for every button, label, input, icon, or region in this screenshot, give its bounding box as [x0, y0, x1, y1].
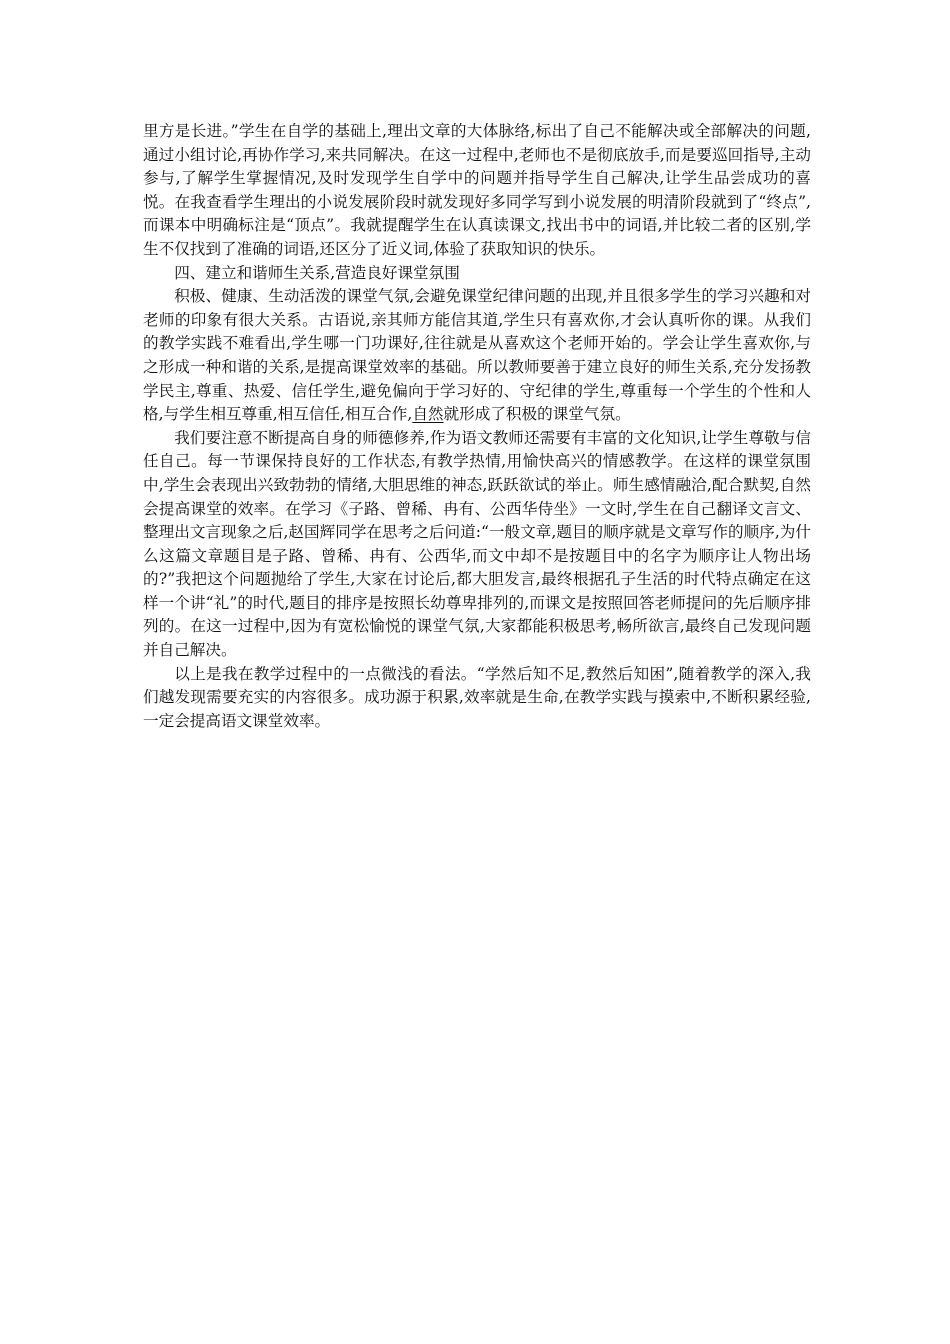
paragraph-teacher-student-relationship: [143, 285, 811, 427]
paragraph-classroom-atmosphere: 我们要注意不断提高自身的师德修养,作为语文教师还需要有丰富的文化知识,让学生尊敬与信任自己。每一节课保持良好的工作状态,有教学热情,用愉快高兴的情感教学。在这样的课堂氛围中,学生会表现出兴致勃勃的情绪,大胆思维的神态,跃跃欲试的举止。师生感情融洽,配合默契,自然会提高课堂的效率。在学习《子路、曾稀、冉有、公西华侍坐》一文时,学生在自己翻译文言文、整理出文言现象之后,赵国辉同学在思考之后问道:“一般文章,题目的顺序就是文章写作的顺序,为什么这篇文章题目是子路、曾稀、冉有、公西华,而文中却不是按题目中的名字为顺序让人物出场的?”我把这个问题抛给了学生,大家在讨论后,都大胆发言,最终根据孔子生活的时代特点确定在这样一个讲“礼”的时代,题目的排序是按照长幼尊卑排列的,而课文是按照回答老师提问的先后顺序排列的。在这一过程中,因为有宽松愉悦的课堂气氛,大家都能积极思考,畅所欲言,最终自己发现问题并自己解决。: [143, 428, 811, 660]
paragraph-text-before: 积极、健康、生动活泼的课堂气氛,会避免课堂纪律问题的出现,并且很多学生的学习兴趣和对老师的印象有很大关系。古语说,亲其师方能信其道,学生只有喜欢你,才会认真听你的课。从我们的教学实践不难看出,学生哪一门功课好,往往就是从喜欢这个老师开始的。学会让学生喜欢你,与之形成一种和谐的关系,是提高课堂效率的基础。所以教师要善于建立良好的师生关系,充分发扬教学民主,尊重、热爱、信任学生,避免偏向于学习好的、守纪律的学生,尊重每一个学生的个性和人格,与学生相互尊重,相互信任,相互合作,: [143, 287, 811, 424]
underlined-word: 自然: [412, 405, 444, 424]
document-page: [143, 120, 811, 733]
paragraph-continuation: 里方是长进。”学生在自学的基础上,理出文章的大体脉络,标出了自己不能解决或全部解决的问题,通过小组讨论,再协作学习,来共同解决。在这一过程中,老师也不是彻底放手,而是要巡回指导,主动参与,了解学生掌握情况,及时发现学生自学中的问题并指导学生自己解决,让学生品尝成功的喜悦。在我查看学生理出的小说发展阶段时就发现好多同学写到小说发展的明清阶段就到了“终点”,而课本中明确标注是“顶点”。我就提醒学生在认真读课文,找出书中的词语,并比较二者的区别,学生不仅找到了准确的词语,还区分了近义词,体验了获取知识的快乐。: [143, 122, 811, 258]
paragraph-conclusion: 以上是我在教学过程中的一点微浅的看法。“学然后知不足,教然后知困”,随着教学的深入,我们越发现需要充实的内容很多。成功源于积累,效率就是生命,在教学实践与摸索中,不断积累经验,一定会提高语文课堂效率。: [143, 664, 811, 730]
paragraph-text-after: 就形成了积极的课堂气氛。: [443, 405, 631, 424]
section-heading: 四、建立和谐师生关系,营造良好课堂氛围: [174, 263, 460, 282]
